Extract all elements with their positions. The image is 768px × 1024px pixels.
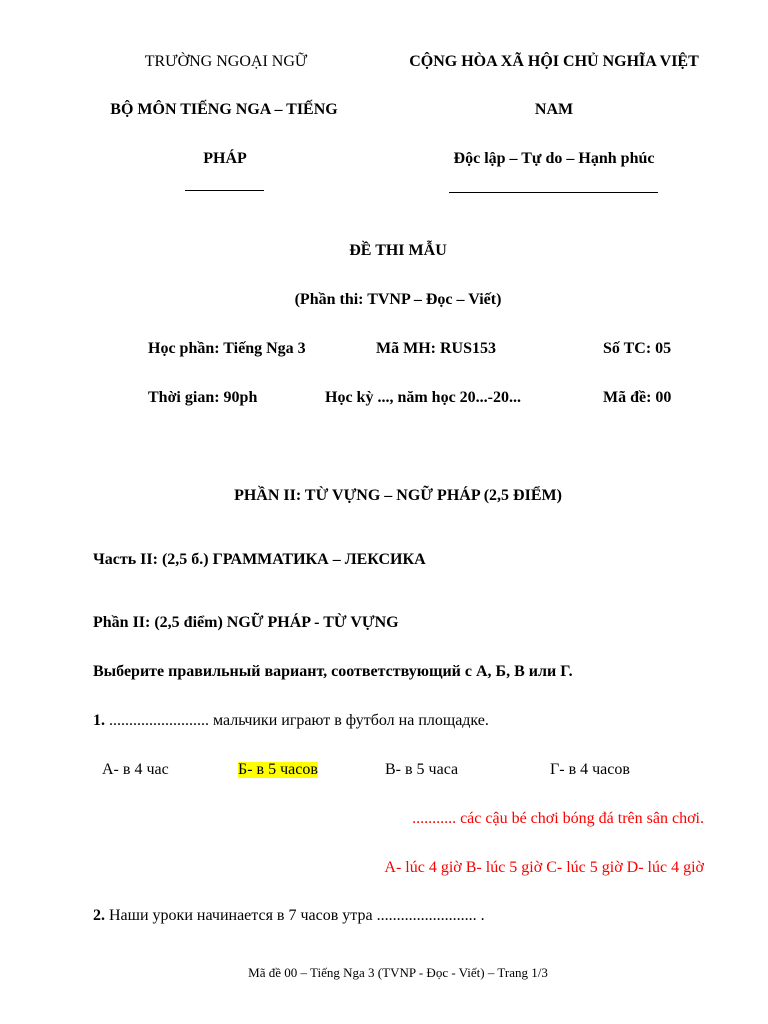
question-1-translation-options: A- lúc 4 giờ B- lúc 5 giờ C- lúc 5 giờ D- lúc 4 giờ [384,859,704,876]
section-instruction: Выберите правильный вариант, соответствующий с А, Б, В или Г. [93,663,573,680]
department-underline [185,190,264,191]
course-code: Mã MH: RUS153 [376,340,496,357]
national-motto: Độc lập – Tự do – Hạnh phúc [453,150,655,167]
question-2-text: Наши уроки начинается в 7 часов утра ......................... . [105,907,485,924]
motto-underline [449,192,658,193]
page-footer: Mã đề 00 – Tiếng Nga 3 (TVNP - Đọc - Viết) – Trang 1/3 [248,965,548,980]
exam-duration: Thời gian: 90ph [148,389,258,406]
section-title-vietnamese: PHẦN II: TỪ VỰNG – NGỮ PHÁP (2,5 ĐIỂM) [234,487,562,504]
exam-subtitle: (Phần thi: TVNP – Đọc – Viết) [294,291,502,308]
question-1 [93,713,489,729]
exam-code: Mã đề: 00 [603,389,672,406]
semester-info: Học kỳ ..., năm học 20...-20... [325,389,521,406]
section-title-russian: Часть II: (2,5 б.) ГРАММАТИКА – ЛЕКСИКА [93,551,426,568]
question-1-translation: ........... các cậu bé chơi bóng đá trên sân chơi. [412,810,704,827]
question-1-text: ......................... мальчики играют в футбол на площадке. [105,712,489,729]
question-2-number: 2. [93,907,105,924]
question-2 [93,908,485,924]
question-1-option-d[interactable]: Г- в 4 часов [550,761,630,778]
credit-count: Số TC: 05 [603,340,672,357]
country-name-line2: NAM [534,101,574,118]
section-title-vietnamese-2: Phần II: (2,5 điểm) NGỮ PHÁP - TỪ VỰNG [93,614,399,631]
department-name-line1: BỘ MÔN TIẾNG NGA – TIẾNG [110,101,338,118]
school-name: TRƯỜNG NGOẠI NGỮ [144,53,308,70]
question-1-option-b-highlighted[interactable]: Б- в 5 часов [238,761,318,778]
question-1-option-a[interactable]: А- в 4 час [102,761,169,778]
country-name-line1: CỘNG HÒA XÃ HỘI CHỦ NGHĨA VIỆT [409,53,699,70]
question-1-option-c[interactable]: В- в 5 часа [385,761,459,778]
question-1-number: 1. [93,712,105,729]
department-name-line2: PHÁP [203,150,247,167]
course-name: Học phần: Tiếng Nga 3 [148,340,306,357]
exam-title: ĐỀ THI MẪU [349,242,447,259]
